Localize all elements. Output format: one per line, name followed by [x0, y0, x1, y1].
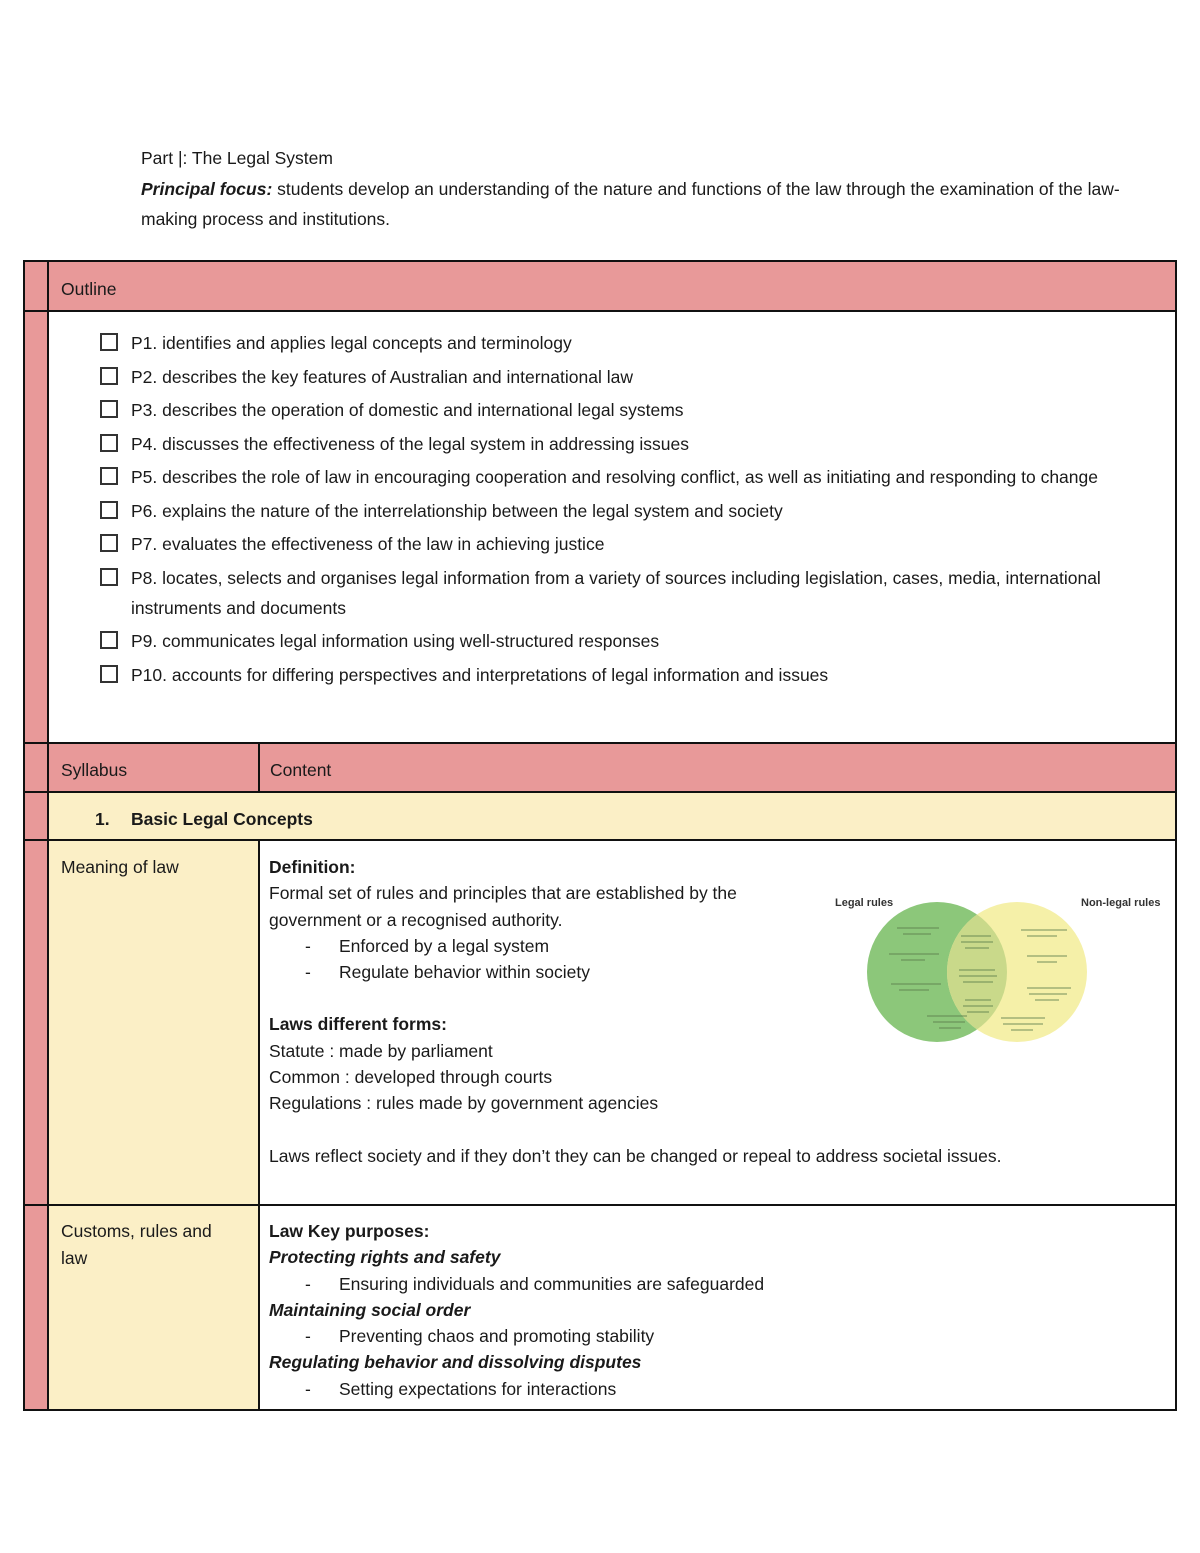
table-header-row	[49, 744, 1175, 791]
definition-text: Formal set of rules and principles that are established by the government or a recognised authority.	[269, 883, 737, 930]
syllabus-meaning-of-law: Meaning of law	[61, 857, 179, 877]
purposes-heading: Law Key purposes:	[269, 1221, 430, 1241]
syllabus-customs-rules-law: Customs, rules and law	[61, 1221, 212, 1268]
reflection-text: Laws reflect society and if they don’t they can be changed or repeal to address societal issues.	[269, 1145, 1002, 1166]
outline-item: P4. discusses the effectiveness of the legal system in addressing issues	[97, 429, 1162, 459]
checkbox[interactable]	[100, 467, 118, 485]
customs-content	[269, 1218, 1129, 1402]
purpose-point: - Ensuring individuals and communities are safeguarded	[269, 1271, 1129, 1297]
divider	[25, 1204, 1175, 1206]
intro	[141, 143, 1141, 235]
venn-diagram	[831, 888, 1161, 1044]
column-divider	[258, 841, 260, 1409]
outline-item: P1. identifies and applies legal concepts and terminology	[97, 328, 1162, 358]
outline-header-label: Outline	[61, 279, 117, 299]
checkbox[interactable]	[100, 400, 118, 418]
form-item: Common : developed through courts	[269, 1067, 553, 1088]
outline-item: P9. communicates legal information using well-structured responses	[97, 626, 1162, 656]
venn-right-label: Non-legal rules	[1081, 897, 1161, 909]
checkbox[interactable]	[100, 434, 118, 452]
venn-left-label: Legal rules	[835, 897, 894, 909]
outline-list	[97, 328, 1162, 693]
checkbox[interactable]	[100, 631, 118, 649]
section-title: 1. Basic Legal Concepts	[95, 809, 313, 829]
syllabus-column	[49, 841, 258, 1409]
syllabus-table	[23, 260, 1177, 1411]
outline-item: P7. evaluates the effectiveness of the law in achieving justice	[97, 529, 1162, 559]
outline-item: P10. accounts for differing perspectives and interpretations of legal information and issues	[97, 660, 1162, 690]
principal-focus	[141, 174, 1141, 235]
checkbox[interactable]	[100, 665, 118, 683]
column-divider	[258, 744, 260, 791]
part-title: Part |: The Legal System	[141, 148, 333, 168]
checkbox[interactable]	[100, 333, 118, 351]
purpose-title: Regulating behavior and dissolving disputes	[269, 1352, 642, 1373]
form-item: Statute : made by parliament	[269, 1040, 493, 1061]
outline-item: P6. explains the nature of the interrelationship between the legal system and society	[97, 496, 1162, 526]
principal-focus-text: students develop an understanding of the nature and functions of the law through the examination of the law-making process and institutions.	[141, 178, 1120, 229]
purpose-title: Protecting rights and safety	[269, 1247, 501, 1268]
definition-heading: Definition:	[269, 857, 356, 877]
checkbox[interactable]	[100, 534, 118, 552]
checkbox[interactable]	[100, 501, 118, 519]
outline-header	[49, 262, 1175, 310]
outline-item: P8. locates, selects and organises legal information from a variety of sources including legislation, cases, media, international instruments and documents	[97, 563, 1162, 623]
form-item: Regulations : rules made by government agencies	[269, 1093, 659, 1114]
purpose-title: Maintaining social order	[269, 1299, 471, 1320]
purpose-point: - Setting expectations for interactions	[269, 1376, 1129, 1402]
col-syllabus-header: Syllabus	[61, 760, 128, 780]
definition-point: - Enforced by a legal system	[269, 933, 829, 959]
outline-item: P3. describes the operation of domestic and international legal systems	[97, 395, 1162, 425]
purpose-point: - Preventing chaos and promoting stability	[269, 1323, 1129, 1349]
forms-heading: Laws different forms:	[269, 1014, 447, 1035]
col-content-header: Content	[270, 760, 332, 780]
left-stripe	[25, 262, 49, 1409]
checkbox[interactable]	[100, 367, 118, 385]
outline-item: P2. describes the key features of Australian and international law	[97, 362, 1162, 392]
definition-point: - Regulate behavior within society	[269, 959, 829, 985]
outline-item: P5. describes the role of law in encouraging cooperation and resolving conflict, as well as initiating and responding to change	[97, 462, 1162, 492]
checkbox[interactable]	[100, 568, 118, 586]
principal-focus-label: Principal focus:	[141, 178, 273, 199]
divider	[25, 310, 1175, 312]
